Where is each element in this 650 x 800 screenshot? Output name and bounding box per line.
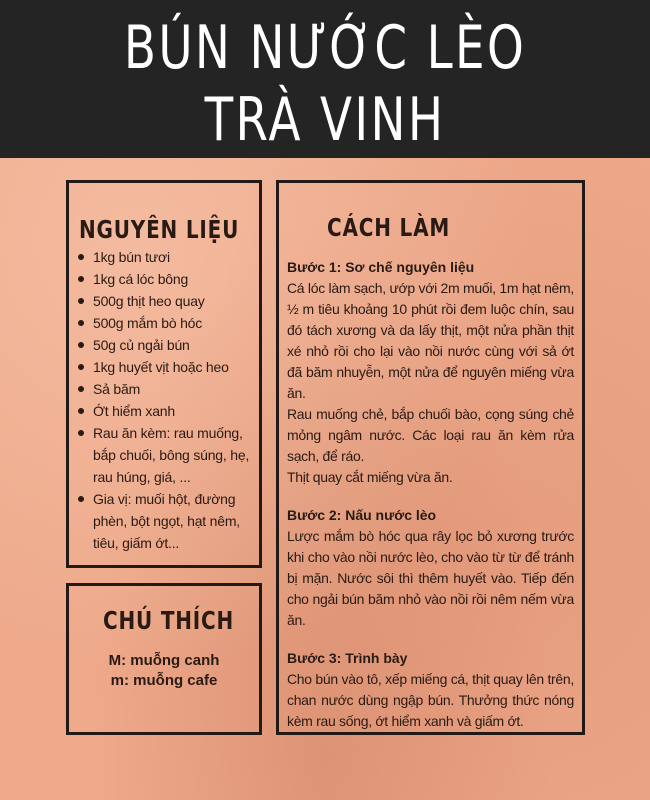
step-2-paragraph: Lược mắm bò hóc qua rây lọc bỏ xương trước khi cho vào nồi nước lèo, cho vào từ từ để tránh bị mặn. Nước sôi thì thêm huyết vào. Tiếp đến cho ngải bún băm nhỏ vào nồi rồi nêm nếm vừa ăn. <box>287 528 574 628</box>
notes-title: CHÚ THÍCH <box>103 606 235 635</box>
title-banner <box>0 0 650 158</box>
step-2-title: Bước 2: Nấu nước lèo <box>287 507 437 523</box>
ingredient-item: Ớt hiểm xanh <box>75 400 259 422</box>
ingredient-item: Sả băm <box>75 378 259 400</box>
ingredients-list <box>69 246 259 554</box>
step-1-paragraph: Rau muống chẻ, bắp chuối bào, cọng súng chẻ mỏng ngâm nước. Các loại rau ăn kèm rửa sạch, để ráo. <box>287 406 574 464</box>
step-1-title: Bước 1: Sơ chế nguyên liệu <box>287 259 475 275</box>
ingredient-item: Rau ăn kèm: rau muống, bắp chuối, bông súng, hẹ, rau húng, giá, ... <box>75 422 259 488</box>
ingredient-item: 500g thịt heo quay <box>75 290 259 312</box>
method-box <box>276 180 585 735</box>
ingredients-title: NGUYÊN LIỆU <box>79 215 240 244</box>
notes-box <box>66 583 262 735</box>
ingredient-item: 500g mắm bò hóc <box>75 312 259 334</box>
title-line-1: BÚN NƯỚC LÈO <box>123 13 527 83</box>
step-1-paragraph: Thịt quay cắt miếng vừa ăn. <box>287 469 453 485</box>
note-line-tablespoon: M: muỗng canh <box>108 652 220 669</box>
step-3-paragraph: Cho bún vào tô, xếp miếng cá, thịt quay lên trên, chan nước dùng ngập bún. Thưởng thức nóng kèm rau sống, ớt hiểm xanh và giấm ớt. <box>287 671 574 729</box>
ingredient-item: 1kg bún tươi <box>75 246 259 268</box>
ingredient-item: 1kg huyết vịt hoặc heo <box>75 356 259 378</box>
step-1-paragraph: Cá lóc làm sạch, ướp với 2m muối, 1m hạt nêm, ½ m tiêu khoảng 10 phút rồi đem luộc chín, sau đó tách xương và da lấy thịt, một nửa phần thịt xé nhỏ rồi cho lại vào nồi nước cùng với sả ớt đã băm nhuyễn, một nửa để nguyên miếng vừa ăn. <box>287 280 574 401</box>
step-3-title: Bước 3: Trình bày <box>287 650 408 666</box>
method-title: CÁCH LÀM <box>327 213 451 242</box>
ingredient-item: 1kg cá lóc bông <box>75 268 259 290</box>
ingredient-item: 50g củ ngải bún <box>75 334 259 356</box>
title-line-2: TRÀ VINH <box>204 85 446 155</box>
ingredients-box <box>66 180 262 568</box>
note-line-teaspoon: m: muỗng cafe <box>110 672 218 689</box>
ingredient-item: Gia vị: muối hột, đường phèn, bột ngọt, hạt nêm, tiêu, giấm ớt... <box>75 488 259 554</box>
